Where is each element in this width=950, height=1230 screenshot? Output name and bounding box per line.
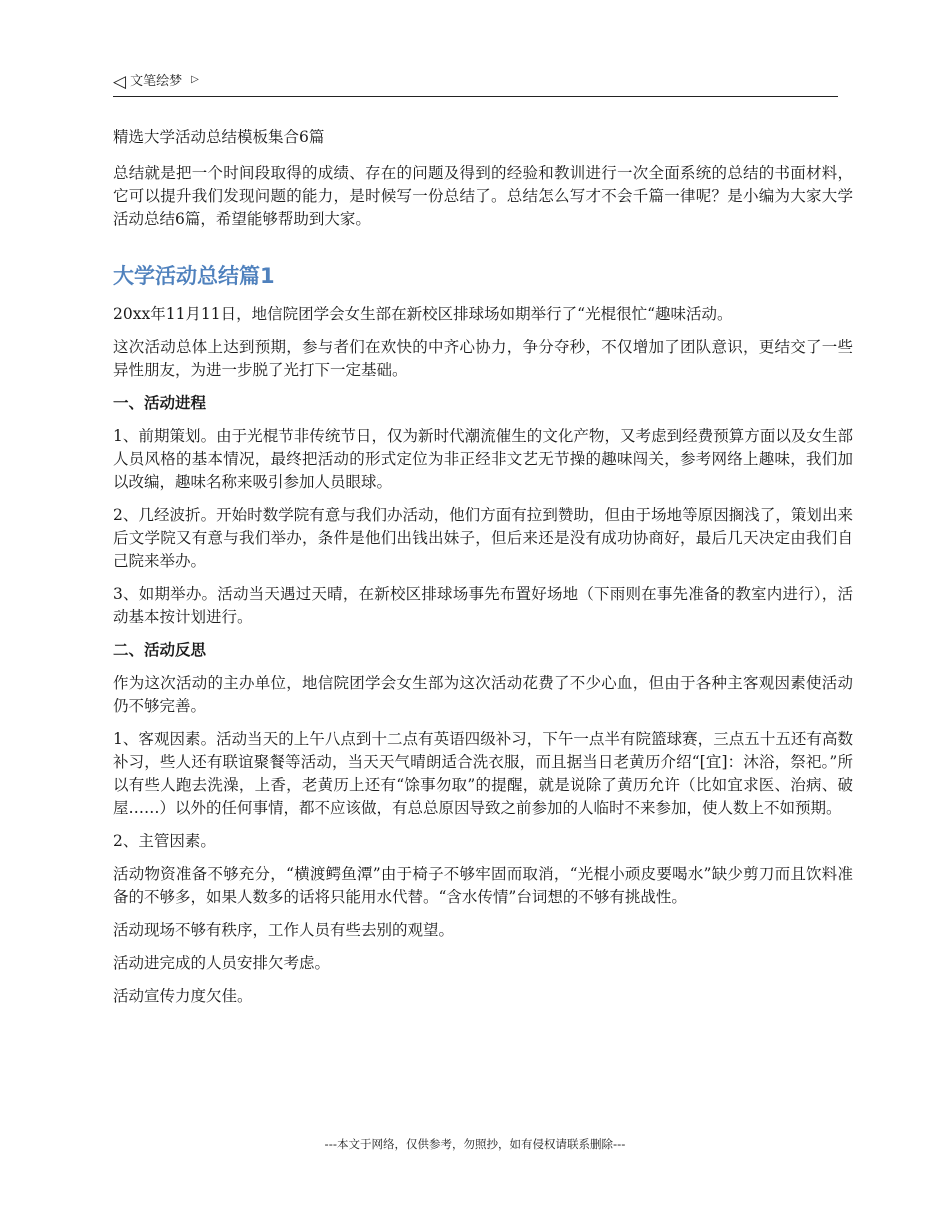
paragraph: 活动现场不够有秩序，工作人员有些去别的观望。 [113,921,455,939]
paragraph: 活动进完成的人员安排欠考虑。 [113,954,331,972]
paragraph: 3、如期举办。活动当天遇过天晴，在新校区排球场事先布置好场地（下雨则在事先准备的教室内进行），活动基本按计划进行。 [113,585,853,626]
paragraph: 这次活动总体上达到预期，参与者们在欢快的中齐心协力，争分夺秒，不仅增加了团队意识，更结交了一些异性朋友，为进一步脱了光打下一定基础。 [113,338,853,379]
brand-name: 文笔绘梦 [130,74,183,89]
paragraph: 1、客观因素。活动当天的上午八点到十二点有英语四级补习，下午一点半有院篮球赛，三点五十五还有高数补习，些人还有联谊聚餐等活动，当天天气晴朗适合洗衣服，而且据当日老黄历介绍“[宜]：沐浴，祭祀。”所以有些人跑去洗澡，上香，老黄历上还有“馀事勿取”的提醒，就是说除了黄历允许（比如宜求医、治病、破屋……）以外的任何事情，都不应该做，有总总原因导致之前参加的人临时不来参加，使人数上不如预期。 [113,730,853,817]
paragraph: 活动物资准备不够充分，“横渡鳄鱼潭”由于椅子不够牢固而取消，“光棍小顽皮要喝水”缺少剪刀而且饮料准备的不够多，如果人数多的话将只能用水代替。“含水传情”台词想的不够有挑战性。 [113,865,853,906]
paragraph: 作为这次活动的主办单位，地信院团学会女生部为这次活动花费了不少心血，但由于各种主客观因素使活动仍不够完善。 [113,674,853,715]
paragraph: 2、主管因素。 [113,832,216,850]
paragraph: 2、几经波折。开始时数学院有意与我们办活动，他们方面有拉到赞助，但由于场地等原因搁浅了，策划出来后文学院又有意与我们举办，条件是他们出钱出妹子，但后来还是没有成功协商好，最后几天决定由我们自己院来举办。 [113,506,853,570]
subheading-reflection: 二、活动反思 [113,641,207,659]
page-header [113,72,838,97]
triangle-left-icon: ◁ [113,72,127,92]
paragraph: 1、前期策划。由于光棍节非传统节日，仅为新时代潮流催生的文化产物，又考虑到经费预算方面以及女生部人员风格的基本情况，最终把活动的形式定位为非正经非文艺无节操的趣味闯关，参考网络上趣味，我们加以改编，趣味名称来吸引参加人员眼球。 [113,427,853,491]
triangle-right-icon: ▷ [191,74,199,85]
document-title: 精选大学活动总结模板集合6篇 [113,128,325,146]
section-title: 大学活动总结篇1 [113,264,275,288]
brand [113,72,199,92]
document-body [113,126,853,1018]
subheading-progress: 一、活动进程 [113,394,207,412]
paragraph: 活动宣传力度欠佳。 [113,987,253,1005]
intro-paragraph: 总结就是把一个时间段取得的成绩、存在的问题及得到的经验和教训进行一次全面系统的总结的书面材料，它可以提升我们发现问题的能力，是时候写一份总结了。总结怎么写才不会千篇一律呢？是小编为大家大学活动总结6篇，希望能够帮助到大家。 [113,164,853,228]
paragraph: 20xx年11月11日，地信院团学会女生部在新校区排球场如期举行了“光棍很忙“趣味活动。 [113,305,733,323]
footer-notice: ---本文于网络，仅供参考，勿照抄，如有侵权请联系删除--- [324,1137,626,1151]
